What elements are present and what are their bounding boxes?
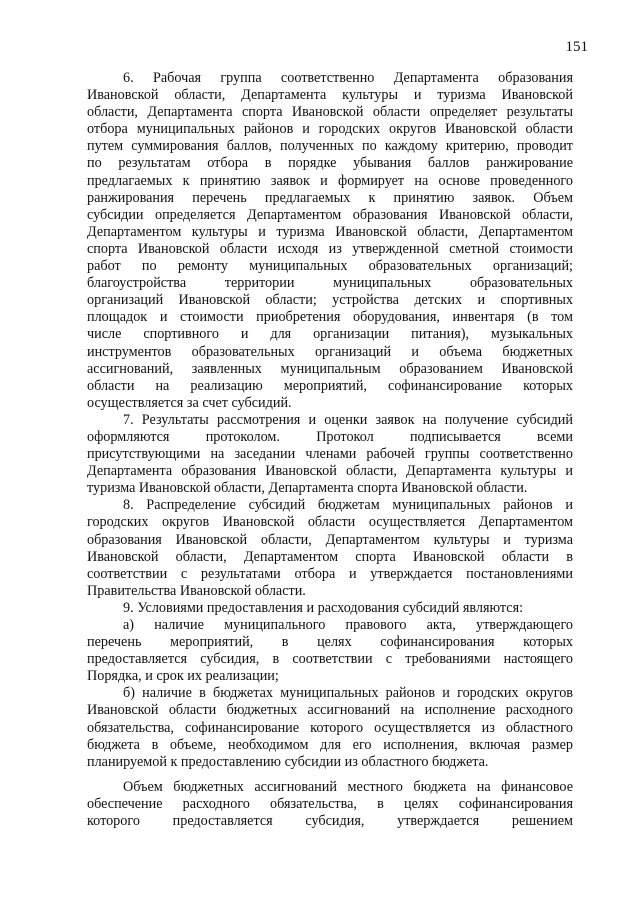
text-line: Ивановской области, Департамента культуры и туризма Ивановской xyxy=(87,87,573,104)
text-line: субсидии определяется Департаментом образования Ивановской области, xyxy=(87,206,573,223)
text-line: Департамента образования Ивановской области, Департамента культуры и xyxy=(87,463,573,480)
text-line: осуществляется за счет субсидий. xyxy=(87,394,292,411)
text-line: области на реализацию мероприятий, софинансирование которых xyxy=(87,377,573,394)
text-line: по результатам отбора в порядке убывания баллов ранжирование xyxy=(87,155,573,172)
text-line: области, Департамента спорта Ивановской области определяет результаты xyxy=(87,104,573,121)
text-line: присутствующими на заседании членами рабочей группы соответственно xyxy=(87,446,573,463)
document-body xyxy=(87,70,573,830)
text-line: организаций Ивановской области; устройства детских и спортивных xyxy=(87,292,573,309)
text-line: Объем бюджетных ассигнований местного бюджета на финансовое xyxy=(123,778,573,795)
text-line: которого предоставляется субсидия, утверждается решением xyxy=(87,813,573,830)
text-line: планируемой к предоставлению субсидии из областного бюджета. xyxy=(87,753,489,770)
text-line: ассигнований, заявленных муниципальным образованием Ивановской xyxy=(87,360,573,377)
paragraph-spacer xyxy=(87,771,573,779)
paragraph-budget-volume xyxy=(87,779,573,830)
text-line: площадок и стоимости приобретения оборудования, инвентаря (в том xyxy=(87,309,573,326)
page-number: 151 xyxy=(565,39,588,55)
text-line: а) наличие муниципального правового акта, утверждающего xyxy=(123,617,573,633)
text-line: спорта Ивановской области исходя из утвержденной сметной стоимости xyxy=(87,240,573,257)
item-b xyxy=(87,685,573,770)
text-line: Правительства Ивановской области. xyxy=(87,582,306,599)
text-line: путем суммирования баллов, полученных по каждому критерию, проводит xyxy=(87,138,573,155)
text-line: Порядка, и срок их реализации; xyxy=(87,668,279,685)
text-line: оформляются протоколом. Протокол подписывается всеми xyxy=(87,428,573,445)
text-line: образования Ивановской области, Департаментом культуры и туризма xyxy=(87,531,573,548)
paragraph-6 xyxy=(87,70,573,412)
text-line: 6. Рабочая группа соответственно Департамента образования xyxy=(123,70,573,86)
text-line: инструментов образовательных организаций и объема бюджетных xyxy=(87,343,573,360)
text-line: соответствии с результатами отбора и утверждается постановлениями xyxy=(87,565,573,582)
text-line: 7. Результаты рассмотрения и оценки заявок на получение субсидий xyxy=(123,411,573,428)
text-line: перечень мероприятий, в целях софинансирования которых xyxy=(87,634,573,651)
paragraph-8 xyxy=(87,497,573,600)
text-line: туризма Ивановской области, Департамента спорта Ивановской области. xyxy=(87,480,528,497)
text-line: Департаментом культуры и туризма Ивановской области, Департаментом xyxy=(87,223,573,240)
text-line: б) наличие в бюджетах муниципальных районов и городских округов xyxy=(123,685,573,702)
text-line: благоустройства территории муниципальных образовательных xyxy=(87,275,573,292)
text-line: городских округов Ивановской области осуществляется Департаментом xyxy=(87,514,573,531)
text-line: ранжирования перечень предлагаемых к принятию заявок. Объем xyxy=(87,189,573,206)
text-line: предоставляется субсидия, в соответствии с требованиями настоящего xyxy=(87,651,573,668)
text-line: числе спортивного и для организации питания), музыкальных xyxy=(87,326,573,343)
paragraph-9 xyxy=(87,600,573,617)
paragraph-7 xyxy=(87,412,573,497)
text-line: 9. Условиями предоставления и расходования субсидий являются: xyxy=(123,599,524,616)
text-line: бюджета в объеме, необходимом для его исполнения, включая размер xyxy=(87,736,573,753)
text-line: работ по ремонту муниципальных образовательных организаций; xyxy=(87,258,573,275)
text-line: обязательства, софинансирование которого осуществляется из областного xyxy=(87,719,573,736)
text-line: 8. Распределение субсидий бюджетам муниципальных районов и xyxy=(123,497,573,514)
text-line: Ивановской области, Департаментом спорта Ивановской области в xyxy=(87,548,573,565)
text-line: отбора муниципальных районов и городских округов Ивановской области xyxy=(87,121,573,138)
text-line: обеспечение расходного обязательства, в целях софинансирования xyxy=(87,795,573,812)
item-a xyxy=(87,617,573,685)
text-line: предлагаемых к принятию заявок и формирует на основе проведенного xyxy=(87,172,573,189)
text-line: Ивановской области бюджетных ассигнований на исполнение расходного xyxy=(87,702,573,719)
